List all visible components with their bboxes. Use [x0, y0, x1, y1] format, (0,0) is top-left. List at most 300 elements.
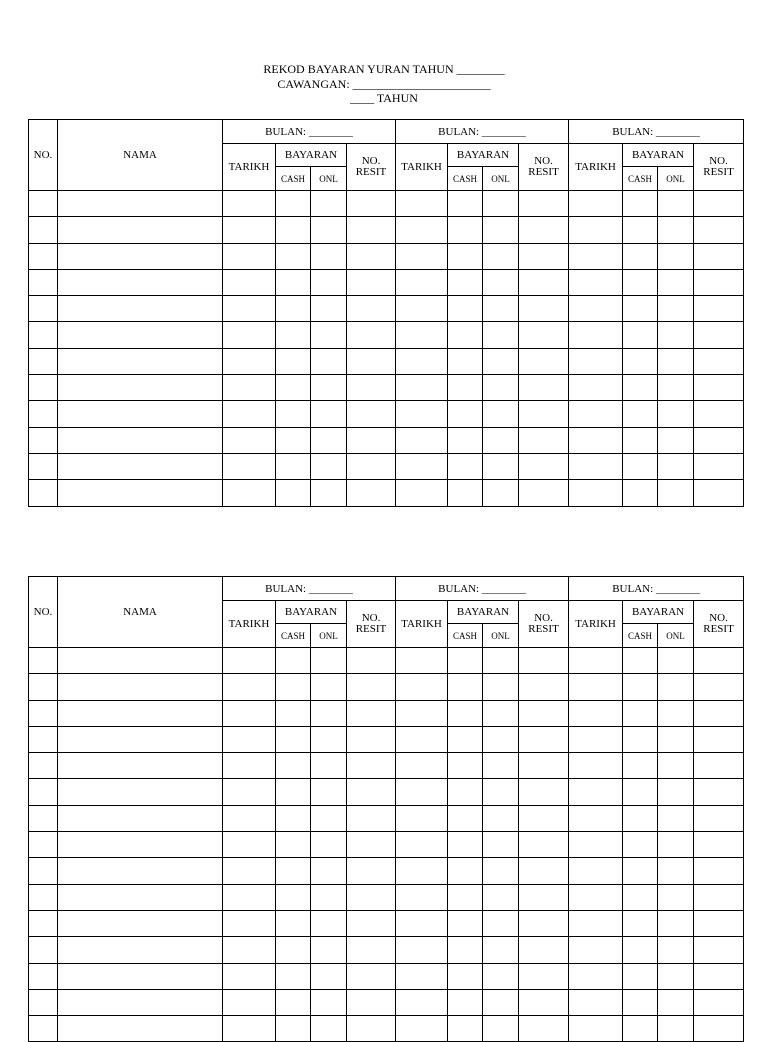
cell-onl	[311, 989, 347, 1015]
header-tarikh: TARIKH	[396, 144, 448, 191]
cell-no	[29, 726, 58, 752]
cell-onl	[311, 348, 347, 374]
cell-no	[29, 910, 58, 936]
cell-onl	[311, 401, 347, 427]
cell-no	[29, 401, 58, 427]
cell-onl	[483, 805, 519, 831]
cell-onl	[311, 269, 347, 295]
cell-onl	[311, 322, 347, 348]
cell-no-resit	[347, 726, 396, 752]
cell-onl	[311, 453, 347, 479]
cell-nama	[58, 322, 223, 348]
cell-cash	[276, 805, 311, 831]
cell-no-resit	[694, 937, 744, 963]
cell-tarikh	[569, 480, 623, 506]
header-bayaran: BAYARAN	[448, 144, 519, 167]
cell-nama	[58, 480, 223, 506]
cell-no-resit	[519, 884, 569, 910]
cell-cash	[276, 191, 311, 217]
cell-cash	[276, 753, 311, 779]
cell-no	[29, 779, 58, 805]
cell-no-resit	[347, 700, 396, 726]
cell-nama	[58, 937, 223, 963]
cell-tarikh	[396, 269, 448, 295]
cell-no-resit	[519, 296, 569, 322]
cell-onl	[658, 348, 694, 374]
cell-cash	[623, 832, 658, 858]
cell-tarikh	[223, 910, 276, 936]
cell-onl	[658, 753, 694, 779]
cell-onl	[483, 648, 519, 674]
cell-cash	[448, 269, 483, 295]
cell-cash	[623, 910, 658, 936]
cell-tarikh	[223, 674, 276, 700]
cell-tarikh	[569, 191, 623, 217]
cell-tarikh	[396, 674, 448, 700]
cell-onl	[483, 217, 519, 243]
cell-nama	[58, 1016, 223, 1042]
header-onl: ONL	[483, 167, 519, 191]
cell-tarikh	[223, 453, 276, 479]
cell-tarikh	[396, 243, 448, 269]
cell-onl	[483, 1016, 519, 1042]
cell-onl	[311, 648, 347, 674]
header-tarikh: TARIKH	[223, 601, 276, 648]
cell-onl	[658, 480, 694, 506]
cell-tarikh	[223, 805, 276, 831]
cell-tarikh	[223, 269, 276, 295]
cell-cash	[276, 963, 311, 989]
table-row	[29, 910, 744, 936]
cell-onl	[658, 858, 694, 884]
cell-no-resit	[347, 375, 396, 401]
cell-no-resit	[347, 1016, 396, 1042]
cell-no	[29, 858, 58, 884]
cell-cash	[448, 779, 483, 805]
header-bayaran: BAYARAN	[276, 601, 347, 624]
cell-cash	[276, 989, 311, 1015]
header-no-resit-line2: RESIT	[528, 623, 559, 635]
cell-no-resit	[519, 858, 569, 884]
cell-onl	[483, 348, 519, 374]
cell-nama	[58, 217, 223, 243]
cell-onl	[658, 243, 694, 269]
cell-cash	[448, 700, 483, 726]
cell-tarikh	[223, 858, 276, 884]
cell-nama	[58, 832, 223, 858]
cell-tarikh	[223, 963, 276, 989]
cell-tarikh	[569, 427, 623, 453]
cell-onl	[483, 753, 519, 779]
header-bulan-1: BULAN: ________	[223, 120, 396, 144]
cell-cash	[623, 884, 658, 910]
cell-tarikh	[396, 401, 448, 427]
header-no-resit	[347, 144, 396, 191]
cell-tarikh	[223, 648, 276, 674]
cell-tarikh	[396, 700, 448, 726]
cell-onl	[658, 1016, 694, 1042]
table-row	[29, 648, 744, 674]
header-no-resit	[694, 601, 744, 648]
cell-no-resit	[347, 480, 396, 506]
cell-tarikh	[569, 726, 623, 752]
header-onl: ONL	[311, 167, 347, 191]
header-cash: CASH	[448, 624, 483, 648]
table-row	[29, 674, 744, 700]
cell-nama	[58, 427, 223, 453]
cell-nama	[58, 348, 223, 374]
table-row	[29, 480, 744, 506]
cell-no	[29, 243, 58, 269]
cell-onl	[658, 779, 694, 805]
cell-cash	[623, 1016, 658, 1042]
cell-onl	[483, 963, 519, 989]
cell-cash	[276, 726, 311, 752]
cell-tarikh	[569, 884, 623, 910]
cell-no-resit	[694, 805, 744, 831]
cell-tarikh	[569, 401, 623, 427]
cell-cash	[623, 674, 658, 700]
cell-no-resit	[347, 910, 396, 936]
cell-no	[29, 805, 58, 831]
cell-cash	[448, 375, 483, 401]
cell-onl	[311, 832, 347, 858]
cell-tarikh	[223, 348, 276, 374]
title-line-3: ____ TAHUN	[350, 91, 418, 105]
cell-no-resit	[347, 348, 396, 374]
cell-onl	[483, 700, 519, 726]
cell-tarikh	[223, 296, 276, 322]
cell-no-resit	[347, 453, 396, 479]
cell-cash	[276, 296, 311, 322]
cell-onl	[311, 805, 347, 831]
cell-nama	[58, 269, 223, 295]
cell-cash	[623, 726, 658, 752]
cell-onl	[311, 243, 347, 269]
cell-tarikh	[396, 427, 448, 453]
cell-no	[29, 674, 58, 700]
cell-onl	[483, 858, 519, 884]
cell-no-resit	[694, 453, 744, 479]
cell-cash	[623, 858, 658, 884]
cell-onl	[311, 375, 347, 401]
header-no: NO.	[29, 577, 58, 648]
cell-cash	[623, 269, 658, 295]
cell-no	[29, 269, 58, 295]
cell-onl	[311, 674, 347, 700]
cell-onl	[311, 753, 347, 779]
cell-onl	[483, 375, 519, 401]
cell-cash	[448, 805, 483, 831]
table-row	[29, 832, 744, 858]
cell-no	[29, 217, 58, 243]
cell-cash	[623, 348, 658, 374]
cell-no-resit	[519, 322, 569, 348]
cell-cash	[276, 243, 311, 269]
cell-no-resit	[519, 832, 569, 858]
table-row	[29, 989, 744, 1015]
cell-onl	[658, 700, 694, 726]
cell-tarikh	[569, 648, 623, 674]
cell-nama	[58, 453, 223, 479]
cell-no-resit	[519, 269, 569, 295]
cell-cash	[448, 648, 483, 674]
header-nama: NAMA	[58, 120, 223, 191]
cell-no	[29, 453, 58, 479]
cell-cash	[623, 779, 658, 805]
cell-no-resit	[519, 217, 569, 243]
cell-nama	[58, 296, 223, 322]
cell-no-resit	[347, 269, 396, 295]
cell-tarikh	[396, 726, 448, 752]
cell-cash	[276, 480, 311, 506]
cell-tarikh	[223, 191, 276, 217]
cell-onl	[311, 779, 347, 805]
header-bayaran: BAYARAN	[276, 144, 347, 167]
cell-onl	[483, 726, 519, 752]
cell-onl	[311, 700, 347, 726]
cell-cash	[276, 937, 311, 963]
cell-cash	[448, 217, 483, 243]
table-row	[29, 243, 744, 269]
cell-tarikh	[396, 322, 448, 348]
cell-no-resit	[347, 753, 396, 779]
cell-no-resit	[519, 243, 569, 269]
cell-cash	[448, 401, 483, 427]
cell-onl	[483, 480, 519, 506]
header-cash: CASH	[623, 167, 658, 191]
cell-no-resit	[694, 1016, 744, 1042]
table-row	[29, 1016, 744, 1042]
cell-onl	[483, 779, 519, 805]
cell-onl	[311, 1016, 347, 1042]
cell-tarikh	[396, 989, 448, 1015]
cell-no-resit	[694, 726, 744, 752]
cell-no-resit	[347, 989, 396, 1015]
cell-no-resit	[694, 674, 744, 700]
cell-onl	[311, 726, 347, 752]
cell-onl	[483, 427, 519, 453]
cell-tarikh	[223, 832, 276, 858]
cell-no	[29, 191, 58, 217]
cell-no	[29, 937, 58, 963]
table-row	[29, 401, 744, 427]
table-body	[29, 648, 744, 1042]
cell-cash	[623, 937, 658, 963]
header-tarikh: TARIKH	[569, 144, 623, 191]
cell-nama	[58, 805, 223, 831]
cell-nama	[58, 910, 223, 936]
cell-tarikh	[396, 963, 448, 989]
title-line-1: REKOD BAYARAN YURAN TAHUN ________	[263, 62, 505, 76]
table-body	[29, 191, 744, 507]
cell-cash	[448, 1016, 483, 1042]
header-no-resit-line1: NO.	[534, 155, 553, 167]
cell-cash	[448, 989, 483, 1015]
cell-tarikh	[569, 269, 623, 295]
cell-onl	[483, 191, 519, 217]
cell-onl	[311, 296, 347, 322]
table-row	[29, 963, 744, 989]
cell-no-resit	[347, 937, 396, 963]
cell-tarikh	[396, 648, 448, 674]
cell-onl	[658, 989, 694, 1015]
table-row	[29, 453, 744, 479]
cell-cash	[448, 348, 483, 374]
cell-no-resit	[694, 753, 744, 779]
cell-tarikh	[223, 884, 276, 910]
cell-no-resit	[347, 191, 396, 217]
cell-nama	[58, 648, 223, 674]
cell-no	[29, 480, 58, 506]
header-bayaran: BAYARAN	[448, 601, 519, 624]
cell-nama	[58, 963, 223, 989]
payment-record-table-1	[28, 119, 744, 507]
cell-cash	[623, 322, 658, 348]
form-title	[0, 62, 768, 106]
header-no-resit	[519, 601, 569, 648]
header-tarikh: TARIKH	[223, 144, 276, 191]
cell-no	[29, 963, 58, 989]
cell-onl	[483, 884, 519, 910]
cell-onl	[658, 401, 694, 427]
cell-tarikh	[396, 217, 448, 243]
cell-tarikh	[223, 700, 276, 726]
cell-cash	[448, 453, 483, 479]
cell-onl	[311, 191, 347, 217]
cell-tarikh	[396, 858, 448, 884]
cell-cash	[276, 269, 311, 295]
cell-no-resit	[347, 401, 396, 427]
cell-no-resit	[347, 674, 396, 700]
cell-tarikh	[569, 937, 623, 963]
cell-onl	[658, 832, 694, 858]
table-row	[29, 700, 744, 726]
cell-onl	[311, 884, 347, 910]
cell-onl	[311, 217, 347, 243]
header-bayaran: BAYARAN	[623, 144, 694, 167]
header-onl: ONL	[311, 624, 347, 648]
cell-cash	[448, 243, 483, 269]
cell-tarikh	[396, 480, 448, 506]
cell-no-resit	[694, 884, 744, 910]
cell-tarikh	[223, 401, 276, 427]
cell-no-resit	[347, 427, 396, 453]
cell-tarikh	[569, 779, 623, 805]
cell-no-resit	[519, 674, 569, 700]
cell-cash	[276, 910, 311, 936]
cell-tarikh	[569, 832, 623, 858]
header-no-resit-line2: RESIT	[355, 166, 387, 178]
header-bayaran: BAYARAN	[623, 601, 694, 624]
cell-onl	[658, 805, 694, 831]
payment-record-table-2	[28, 576, 744, 1042]
header-no: NO.	[29, 120, 58, 191]
cell-tarikh	[569, 963, 623, 989]
cell-cash	[276, 858, 311, 884]
header-no-resit-line1: NO.	[534, 612, 553, 624]
cell-no-resit	[519, 910, 569, 936]
cell-cash	[276, 453, 311, 479]
cell-tarikh	[223, 937, 276, 963]
cell-no	[29, 832, 58, 858]
cell-nama	[58, 401, 223, 427]
cell-tarikh	[223, 989, 276, 1015]
cell-cash	[276, 648, 311, 674]
cell-cash	[448, 674, 483, 700]
header-nama: NAMA	[58, 577, 223, 648]
header-cash: CASH	[448, 167, 483, 191]
cell-cash	[623, 375, 658, 401]
cell-onl	[658, 322, 694, 348]
cell-no-resit	[347, 243, 396, 269]
cell-tarikh	[223, 480, 276, 506]
cell-cash	[448, 753, 483, 779]
cell-onl	[658, 884, 694, 910]
cell-tarikh	[223, 779, 276, 805]
cell-no-resit	[347, 884, 396, 910]
table-row	[29, 937, 744, 963]
cell-cash	[623, 480, 658, 506]
cell-cash	[276, 348, 311, 374]
cell-cash	[276, 375, 311, 401]
cell-tarikh	[223, 1016, 276, 1042]
table-row	[29, 726, 744, 752]
header-cash: CASH	[276, 167, 311, 191]
cell-no-resit	[519, 805, 569, 831]
header-no-resit	[519, 144, 569, 191]
cell-onl	[658, 191, 694, 217]
cell-onl	[658, 910, 694, 936]
cell-cash	[448, 726, 483, 752]
cell-no	[29, 648, 58, 674]
cell-cash	[623, 648, 658, 674]
cell-tarikh	[396, 779, 448, 805]
cell-cash	[276, 217, 311, 243]
cell-cash	[276, 884, 311, 910]
cell-no-resit	[694, 269, 744, 295]
cell-no-resit	[694, 910, 744, 936]
title-line-2: CAWANGAN: _______________________	[277, 76, 491, 91]
cell-tarikh	[569, 296, 623, 322]
cell-tarikh	[396, 884, 448, 910]
cell-onl	[483, 269, 519, 295]
cell-cash	[276, 832, 311, 858]
cell-no-resit	[694, 243, 744, 269]
cell-tarikh	[396, 753, 448, 779]
cell-onl	[658, 269, 694, 295]
cell-tarikh	[396, 832, 448, 858]
cell-onl	[658, 963, 694, 989]
cell-no	[29, 884, 58, 910]
cell-tarikh	[569, 217, 623, 243]
header-no-resit-line2: RESIT	[703, 623, 734, 635]
cell-cash	[623, 963, 658, 989]
cell-no-resit	[519, 963, 569, 989]
cell-tarikh	[569, 910, 623, 936]
cell-nama	[58, 884, 223, 910]
cell-tarikh	[223, 217, 276, 243]
cell-cash	[623, 753, 658, 779]
cell-tarikh	[396, 937, 448, 963]
cell-nama	[58, 375, 223, 401]
cell-no-resit	[347, 779, 396, 805]
cell-cash	[623, 989, 658, 1015]
cell-onl	[483, 243, 519, 269]
cell-no-resit	[347, 217, 396, 243]
header-onl: ONL	[658, 167, 694, 191]
cell-cash	[276, 322, 311, 348]
